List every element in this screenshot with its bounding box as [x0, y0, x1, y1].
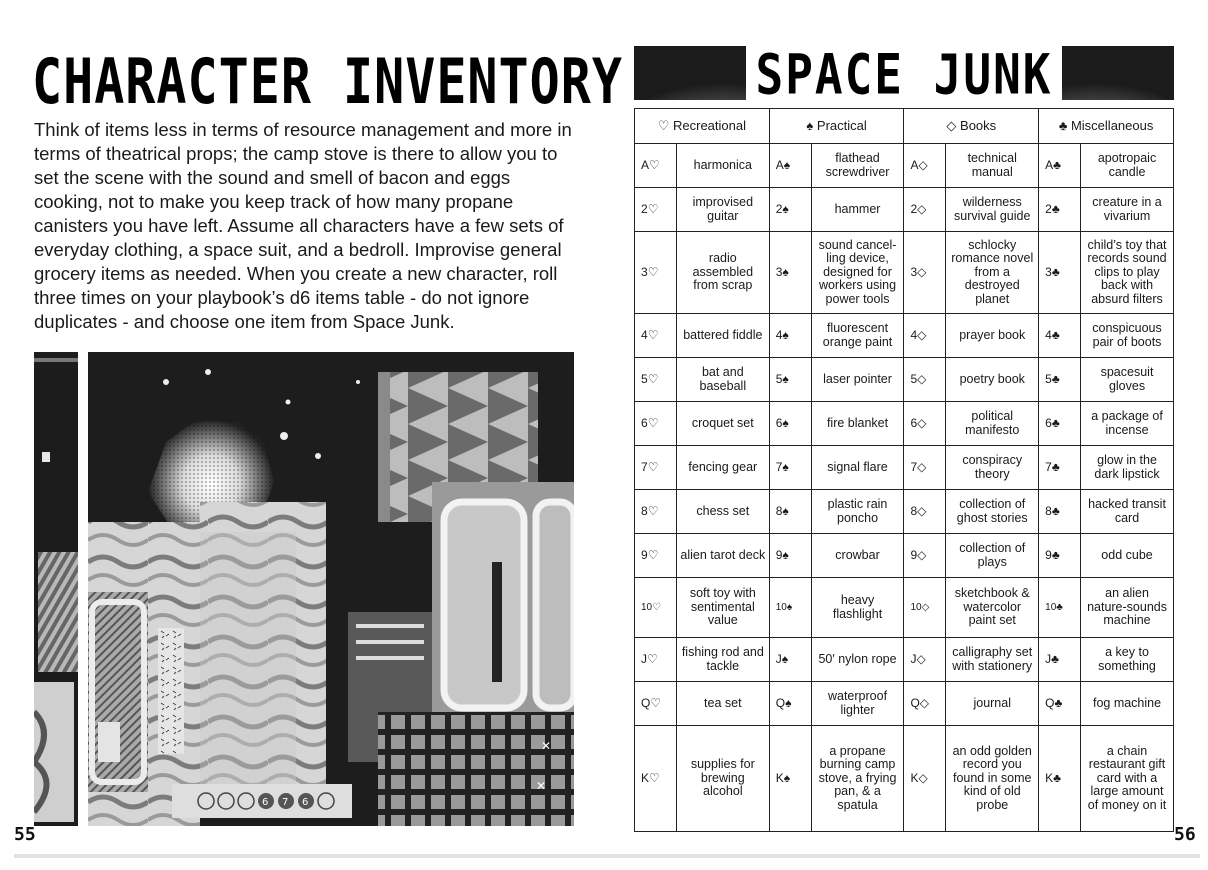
column-header-label: Books — [960, 118, 997, 134]
heart-icon: ♡ — [650, 695, 662, 710]
rank-label: 9 — [641, 547, 648, 562]
club-icon: ♣ — [1051, 415, 1060, 430]
heart-icon: ♡ — [647, 651, 658, 666]
rank-label: 9 — [1045, 547, 1052, 562]
club-icon: ♣ — [1051, 459, 1060, 474]
table-header-row — [635, 109, 1174, 144]
rank-label: 7 — [1045, 459, 1052, 474]
heart-icon: ♡ — [657, 118, 670, 134]
heart-icon: ♡ — [649, 770, 660, 785]
table-row — [635, 682, 1174, 726]
rank-cell — [1039, 638, 1081, 682]
table-row — [635, 638, 1174, 682]
rank-label: J — [910, 651, 917, 666]
heart-icon: ♡ — [647, 503, 659, 518]
rank-cell — [635, 232, 677, 314]
item-cell: croquet set — [676, 402, 769, 446]
item-cell: soft toy with sentimental value — [676, 578, 769, 638]
rank-label: 6 — [641, 415, 648, 430]
column-header-label: Practical — [816, 118, 867, 134]
spade-icon: ♠ — [782, 264, 789, 279]
item-cell: fishing rod and tackle — [676, 638, 769, 682]
column-header — [904, 109, 1039, 144]
club-icon: ♣ — [1051, 327, 1060, 342]
spade-icon: ♠ — [782, 371, 789, 386]
item-cell: fluorescent orange paint — [811, 314, 904, 358]
item-cell: journal — [946, 682, 1039, 726]
item-cell: alien tarot deck — [676, 534, 769, 578]
rank-label: 3 — [775, 264, 783, 279]
diamond-icon: ◇ — [946, 118, 957, 134]
space-junk-table — [634, 108, 1174, 832]
diamond-icon: ◇ — [917, 547, 927, 562]
rank-label: 7 — [775, 459, 783, 474]
item-cell: a package of incense — [1081, 402, 1174, 446]
item-cell: fog machine — [1081, 682, 1174, 726]
item-cell: fire blanket — [811, 402, 904, 446]
rank-cell — [769, 490, 811, 534]
item-cell: calligraphy set with stationery — [946, 638, 1039, 682]
rank-cell — [769, 682, 811, 726]
rank-label: 2 — [775, 201, 783, 216]
diamond-icon: ◇ — [917, 459, 927, 474]
rank-label: 4 — [641, 327, 648, 342]
title-banner — [634, 46, 1174, 100]
rank-label: 5 — [1045, 371, 1052, 386]
item-cell: harmonica — [676, 144, 769, 188]
collage-artwork — [88, 352, 574, 826]
item-cell: crowbar — [811, 534, 904, 578]
rank-cell — [904, 358, 946, 402]
rank-label: K — [775, 770, 784, 785]
rank-label: A — [641, 157, 650, 172]
item-cell: schlocky romance novel from a destroyed planet — [946, 232, 1039, 314]
rank-label: 3 — [641, 264, 648, 279]
item-cell: conspicuous pair of boots — [1081, 314, 1174, 358]
rank-label: 7 — [641, 459, 648, 474]
diamond-icon: ◇ — [917, 415, 927, 430]
spade-icon: ♠ — [806, 118, 814, 134]
item-cell: heavy flashlight — [811, 578, 904, 638]
rank-cell — [904, 682, 946, 726]
right-page — [604, 0, 1208, 870]
item-cell: plastic rain poncho — [811, 490, 904, 534]
diamond-icon: ◇ — [917, 327, 927, 342]
rank-cell — [904, 534, 946, 578]
svg-text:✕: ✕ — [541, 739, 552, 753]
club-icon: ♣ — [1056, 601, 1063, 613]
item-cell: a chain restaurant gift card with a large amount of money on it — [1081, 726, 1174, 832]
rank-label: 3 — [1045, 264, 1052, 279]
diamond-icon: ◇ — [917, 201, 927, 216]
rank-label: J — [775, 651, 782, 666]
rank-cell — [635, 490, 677, 534]
spade-icon: ♠ — [782, 503, 789, 518]
rank-label: 7 — [910, 459, 918, 474]
column-header — [1039, 109, 1174, 144]
item-cell: child’s toy that records sound clips to play back with absurd filters — [1081, 232, 1174, 314]
rank-label: 10 — [910, 601, 922, 613]
item-cell: political manifesto — [946, 402, 1039, 446]
rank-label: Q — [775, 695, 786, 710]
rank-label: 2 — [910, 201, 918, 216]
column-header-label: Miscellaneous — [1070, 118, 1154, 134]
table-row — [635, 726, 1174, 832]
item-cell: sound cancel-ling device, designed for workers using power tools — [811, 232, 904, 314]
collage-main-art — [88, 352, 574, 826]
club-icon: ♣ — [1058, 118, 1068, 134]
diamond-icon: ◇ — [918, 157, 928, 172]
rank-label: 4 — [910, 327, 918, 342]
spade-icon: ♠ — [782, 459, 789, 474]
item-cell: collection of plays — [946, 534, 1039, 578]
rank-cell — [1039, 446, 1081, 490]
spade-icon: ♠ — [783, 770, 791, 785]
heart-icon: ♡ — [647, 327, 659, 342]
rank-cell — [904, 638, 946, 682]
page-number-left: 55 — [14, 824, 36, 845]
rank-cell — [635, 578, 677, 638]
table-row — [635, 446, 1174, 490]
rank-cell — [1039, 402, 1081, 446]
column-header-label: Recreational — [673, 118, 746, 134]
club-icon: ♣ — [1053, 770, 1062, 785]
item-cell: glow in the dark lipstick — [1081, 446, 1174, 490]
table-row — [635, 232, 1174, 314]
rank-label: 10 — [775, 601, 787, 613]
heart-icon: ♡ — [649, 157, 660, 172]
rank-cell — [769, 578, 811, 638]
table-row — [635, 358, 1174, 402]
club-icon: ♣ — [1051, 547, 1060, 562]
heart-icon: ♡ — [647, 201, 659, 216]
rank-label: 8 — [910, 503, 918, 518]
heart-icon: ♡ — [647, 371, 659, 386]
club-icon: ♣ — [1051, 264, 1060, 279]
rank-label: Q — [641, 695, 651, 710]
rank-label: 3 — [910, 264, 918, 279]
rank-label: A — [910, 157, 919, 172]
rank-label: 5 — [775, 371, 783, 386]
item-cell: odd cube — [1081, 534, 1174, 578]
rank-cell — [635, 726, 677, 832]
item-cell: signal flare — [811, 446, 904, 490]
diamond-icon: ◇ — [917, 503, 927, 518]
rank-label: 5 — [910, 371, 918, 386]
space-junk-title — [634, 46, 1174, 100]
rank-label: 8 — [775, 503, 783, 518]
rank-label: 5 — [641, 371, 648, 386]
collage-strip-art — [34, 352, 78, 826]
rank-cell — [904, 578, 946, 638]
table-row — [635, 578, 1174, 638]
rank-cell — [635, 402, 677, 446]
rank-cell — [769, 534, 811, 578]
collage-dial-digit: 6 — [262, 797, 269, 808]
item-cell: spacesuit gloves — [1081, 358, 1174, 402]
page-number-right: 56 — [1174, 824, 1196, 845]
collage-dial-digit: 7 — [282, 797, 289, 808]
club-icon: ♣ — [1051, 651, 1060, 666]
spade-icon: ♠ — [783, 157, 791, 172]
rank-cell — [769, 314, 811, 358]
rank-cell — [904, 144, 946, 188]
rank-label: 10 — [1045, 601, 1057, 613]
item-cell: 50′ nylon rope — [811, 638, 904, 682]
item-cell: tea set — [676, 682, 769, 726]
rank-label: 2 — [1045, 201, 1052, 216]
rank-label: Q — [910, 695, 920, 710]
rank-cell — [635, 638, 677, 682]
item-cell: an alien nature-sounds machine — [1081, 578, 1174, 638]
intro-paragraph: Think of items less in terms of resource management and more in terms of theatrical props; the camp stove is there to allow you to set the scene with the sound and smell of bacon and eggs cooking, not to make you keep track of how many propane canisters you have left. Assume all characters have a few sets of everyday clothing, a space suit, and a bedroll. Improvise general grocery items as needed. When you create a new character, roll three times on your playbook’s d6 items table - do not ignore duplicates - and choose one item from Space Junk. — [34, 119, 572, 332]
table-row — [635, 188, 1174, 232]
item-cell: supplies for brewing alcohol — [676, 726, 769, 832]
space-junk-title-text: SPACE JUNK — [746, 46, 1063, 100]
rank-cell — [769, 402, 811, 446]
table-body — [635, 144, 1174, 832]
rank-cell — [769, 232, 811, 314]
item-cell: conspiracy theory — [946, 446, 1039, 490]
rank-cell — [1039, 358, 1081, 402]
rank-label: A — [775, 157, 784, 172]
rank-cell — [635, 358, 677, 402]
rank-cell — [1039, 144, 1081, 188]
column-header — [769, 109, 904, 144]
item-cell: a key to something — [1081, 638, 1174, 682]
rank-cell — [1039, 314, 1081, 358]
table-row — [635, 534, 1174, 578]
rank-cell — [1039, 188, 1081, 232]
heart-icon: ♡ — [647, 459, 659, 474]
club-icon: ♣ — [1053, 157, 1062, 172]
rank-cell — [1039, 682, 1081, 726]
item-cell: wilderness survival guide — [946, 188, 1039, 232]
rank-cell — [769, 638, 811, 682]
spade-icon: ♠ — [782, 547, 789, 562]
rank-label: 4 — [775, 327, 783, 342]
rank-cell — [635, 446, 677, 490]
rank-cell — [635, 314, 677, 358]
rank-cell — [1039, 726, 1081, 832]
item-cell: bat and baseball — [676, 358, 769, 402]
spade-icon: ♠ — [782, 327, 789, 342]
rank-label: 6 — [1045, 415, 1052, 430]
page-title: CHARACTER INVENTORY — [32, 45, 623, 118]
rank-label: J — [1045, 651, 1052, 666]
rank-cell — [904, 232, 946, 314]
item-cell: creature in a vivarium — [1081, 188, 1174, 232]
rank-label: K — [910, 770, 919, 785]
rank-label: Q — [1045, 695, 1055, 710]
club-icon: ♣ — [1051, 371, 1060, 386]
diamond-icon: ◇ — [919, 695, 930, 710]
item-cell: technical manual — [946, 144, 1039, 188]
rank-label: 4 — [1045, 327, 1052, 342]
diamond-icon: ◇ — [916, 651, 926, 666]
item-cell: hammer — [811, 188, 904, 232]
footer-bar — [14, 854, 1200, 858]
rank-cell — [769, 144, 811, 188]
item-cell: prayer book — [946, 314, 1039, 358]
heart-icon: ♡ — [647, 264, 659, 279]
rank-label: 6 — [910, 415, 918, 430]
rank-cell — [904, 188, 946, 232]
collage-strip — [34, 352, 78, 826]
item-cell: poetry book — [946, 358, 1039, 402]
svg-text:✕: ✕ — [536, 779, 547, 793]
collage-dial-digit: 6 — [302, 797, 309, 808]
item-cell: hacked transit card — [1081, 490, 1174, 534]
heart-icon: ♡ — [652, 601, 662, 613]
rank-label: K — [641, 770, 650, 785]
rank-cell — [904, 314, 946, 358]
rank-cell — [769, 358, 811, 402]
rank-label: 9 — [775, 547, 783, 562]
spade-icon: ♠ — [786, 601, 793, 613]
rank-label: J — [641, 651, 647, 666]
spade-icon: ♠ — [782, 415, 789, 430]
table-row — [635, 144, 1174, 188]
item-cell: fencing gear — [676, 446, 769, 490]
item-cell: laser pointer — [811, 358, 904, 402]
item-cell: an odd golden record you found in some kind of old probe — [946, 726, 1039, 832]
rank-label: 6 — [775, 415, 783, 430]
diamond-icon: ◇ — [917, 371, 927, 386]
rank-label: 8 — [641, 503, 648, 518]
heart-icon: ♡ — [647, 547, 659, 562]
rank-cell — [1039, 534, 1081, 578]
item-cell: chess set — [676, 490, 769, 534]
rank-cell — [904, 490, 946, 534]
rank-label: 2 — [641, 201, 648, 216]
rank-cell — [904, 402, 946, 446]
rank-cell — [769, 726, 811, 832]
rank-cell — [769, 446, 811, 490]
rank-cell — [904, 726, 946, 832]
rank-cell — [1039, 578, 1081, 638]
rank-cell — [635, 188, 677, 232]
rank-cell — [769, 188, 811, 232]
heart-icon: ♡ — [647, 415, 659, 430]
item-cell: improvised guitar — [676, 188, 769, 232]
rank-cell — [635, 534, 677, 578]
spade-icon: ♠ — [782, 201, 789, 216]
rank-cell — [1039, 490, 1081, 534]
rank-label: 8 — [1045, 503, 1052, 518]
item-cell: sketchbook & watercolor paint set — [946, 578, 1039, 638]
rank-cell — [635, 144, 677, 188]
club-icon: ♣ — [1051, 201, 1060, 216]
item-cell: waterproof lighter — [811, 682, 904, 726]
rank-cell — [904, 446, 946, 490]
item-cell: apotropaic candle — [1081, 144, 1174, 188]
item-cell: battered fiddle — [676, 314, 769, 358]
spade-icon: ♠ — [785, 695, 792, 710]
rank-label: 9 — [910, 547, 918, 562]
diamond-icon: ◇ — [918, 770, 928, 785]
diamond-icon: ◇ — [921, 601, 930, 613]
club-icon: ♣ — [1054, 695, 1063, 710]
rank-label: 10 — [641, 601, 653, 613]
rank-label: A — [1045, 157, 1054, 172]
rank-label: K — [1045, 770, 1054, 785]
item-cell: collection of ghost stories — [946, 490, 1039, 534]
item-cell: radio assembled from scrap — [676, 232, 769, 314]
table-row — [635, 314, 1174, 358]
spade-icon: ♠ — [781, 651, 789, 666]
table-row — [635, 402, 1174, 446]
table-row — [635, 490, 1174, 534]
rank-cell — [635, 682, 677, 726]
club-icon: ♣ — [1051, 503, 1060, 518]
item-cell: a propane burning camp stove, a frying pan, & a spatula — [811, 726, 904, 832]
rank-cell — [1039, 232, 1081, 314]
diamond-icon: ◇ — [917, 264, 927, 279]
item-cell: flathead screwdriver — [811, 144, 904, 188]
column-header — [635, 109, 770, 144]
